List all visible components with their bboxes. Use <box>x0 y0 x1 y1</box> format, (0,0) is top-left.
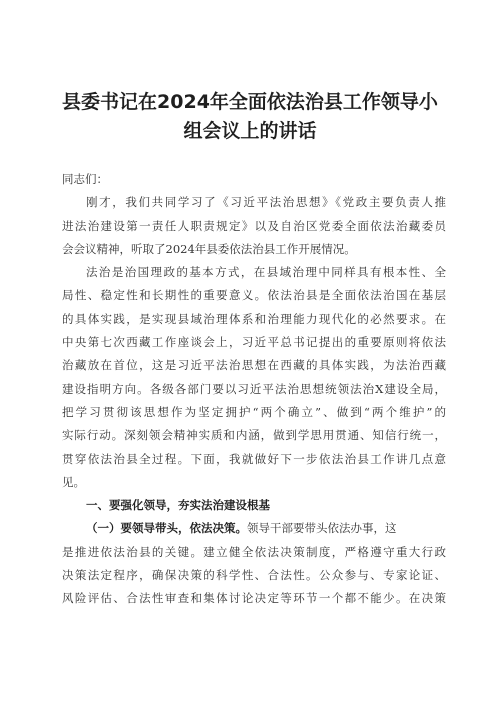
paragraph-2-line: 实际行动。深刻领会精神实质和内涵，做到学思用贯通、知信行统一， <box>62 428 446 443</box>
subsection-1-line: 是推进依法治县的关键。建立健全依法决策制度，严格遵守重大行政 <box>62 544 446 559</box>
subsection-1-line <box>62 517 446 540</box>
document-body <box>62 168 446 611</box>
paragraph-2-line: 建设指明方向。各级各部门要以习近平法治思想统领法治X建设全局， <box>62 381 446 396</box>
document-title-line-2: 组会议上的讲话 <box>183 120 317 142</box>
paragraph-2-line: 治藏放在首位，这是习近平法治思想在西藏的具体实践，为法治西藏 <box>62 358 446 373</box>
paragraph-2-line: 法治是治国理政的基本方式，在县域治理中同样具有根本性、全 <box>86 265 446 280</box>
subsection-1-lead: 领导干部要带头依法办事，这 <box>247 521 397 536</box>
paragraph-2-line: 把学习贯彻该思想作为坚定拥护“两个确立”、做到“两个维护”的 <box>62 404 446 419</box>
subsection-1-heading: （一）要领导带头，依法决策。 <box>86 521 247 536</box>
paragraph-2-line: 的具体实践，是实现县域治理体系和治理能力现代化的必然要求。在 <box>62 311 446 326</box>
paragraph-1-line: 刚才，我们共同学习了《习近平法治思想》《党政主要负责人推 <box>86 195 446 210</box>
subsection-1-line: 决策法定程序，确保决策的科学性、合法性。公众参与、专家论证、 <box>62 568 446 583</box>
salutation: 同志们： <box>62 172 108 186</box>
paragraph-2-line: 见。 <box>62 474 85 489</box>
paragraph-2-line: 局性、稳定性和长期性的重要意义。依法治县是全面依法治国在基层 <box>62 288 446 303</box>
paragraph-1-line: 进法治建设第一责任人职责规定》以及自治区党委全面依法治藏委员 <box>62 218 446 233</box>
paragraph-2-line: 贯穿依法治县全过程。下面，我就做好下一步依法治县工作讲几点意 <box>62 451 446 466</box>
document-title-line-1: 县委书记在2024年全面依法治县工作领导小 <box>62 91 438 113</box>
section-1-heading: 一、要强化领导，夯实法治建设根基 <box>86 498 270 513</box>
paragraph-2-line: 中央第七次西藏工作座谈会上，习近平总书记提出的重要原则将依法 <box>62 335 446 350</box>
paragraph-1-line: 会会议精神，听取了2024年县委依法治县工作开展情况。 <box>62 241 356 256</box>
subsection-1-line: 风险评估、合法性审查和集体讨论决定等环节一个都不能少。在决策 <box>62 591 446 606</box>
